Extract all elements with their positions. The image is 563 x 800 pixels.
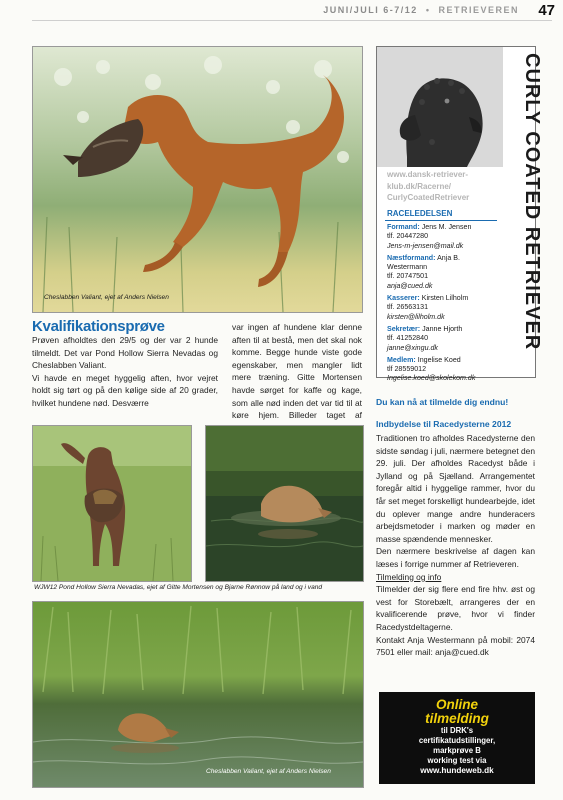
article-column-1 [32, 334, 218, 410]
racedyst-para-1: Traditionen tro afholdes Racedysterne den sidste søndag i juli, nærmere betegnet den 29. juli. Der afholdes Racedyst både i Jylland og på Sjælland. Arrangementet foregår altid i hyggelige rammer, hvor du får set meget forskelligt hundearbejde, idet du oplever mange andre hunderacers arbejdsmetoder i marken og møder en masse spændende mennesker. [376, 433, 535, 544]
photo-illustration-swimming [33, 602, 363, 787]
member-role: Kasserer: [387, 294, 420, 303]
member-role: Næstformand: [387, 253, 436, 262]
banner-tilmelding: tilmelding [425, 711, 489, 726]
middle-photos-caption: WJW12 Pond Hollow Sierra Nevadas, ejet af Gitte Mortensen og Bjarne Rønnow på land og i vand [34, 584, 323, 591]
banner-line-3: til DRK's [440, 726, 474, 735]
member-name: Jens M. Jensen [421, 223, 472, 231]
board-member-formand [387, 223, 499, 251]
board-member-medlem [387, 356, 499, 384]
breed-name-text [521, 53, 543, 350]
breed-name-part-1: CURLY COATED RETRIEVER [521, 53, 543, 351]
photo-illustration-land [33, 426, 191, 581]
photo-dog-retrieving-bird [32, 46, 363, 313]
breed-url-line-3: CurlyCoatedRetriever [387, 193, 470, 202]
member-phone: tlf. 26563131 [387, 303, 429, 312]
racedyst-text [376, 432, 535, 659]
issue-label: JUNI/JULI 6-7/12 [323, 5, 418, 15]
member-role: Medlem: [387, 355, 416, 364]
breed-url[interactable] [387, 169, 469, 204]
photo-dog-in-water [205, 425, 364, 582]
raceledelsen-heading: RACELEDELSEN [387, 209, 453, 218]
raceledelsen-divider [385, 220, 497, 221]
racedyst-para-3: Tilmelder der sig flere end fire hhv. øst og vest for Storebælt, arrangeres der en kvalificerende prøve, hvor vi finder Racedystdeltagerne. [376, 584, 535, 632]
banner-line-6: working test via [427, 756, 487, 765]
page-number: 47 [538, 2, 555, 19]
member-role-line [387, 356, 499, 365]
racedyst-contact: Kontakt Anja Westermann på mobil: 2074 7501 eller mail: anja@cued.dk [376, 634, 535, 658]
member-phone: tlf. 20747501 [387, 272, 429, 281]
board-member-sekretaer [387, 325, 499, 353]
member-name: Kirsten Lilholm [421, 294, 469, 303]
member-email[interactable]: Jens-m-jensen@mail.dk [387, 241, 464, 250]
header-divider [32, 20, 552, 21]
breed-url-line-2: klub.dk/Racerne/ [387, 181, 452, 191]
article-col1-para2: Vi havde en meget hyggelig aften, hvor vejret holdt sig tørt og på den kølige side af 20 grader, hvilket hundene nød. Desværre [32, 372, 218, 408]
member-email[interactable]: Ingelise.koed@skolekom.dk [387, 374, 476, 383]
member-email[interactable]: kirsten@lilholm.dk [387, 312, 445, 321]
board-list [387, 223, 499, 387]
member-name: Janne Hjorth [422, 324, 463, 333]
banner-hundeweb-link[interactable]: www.hundeweb.dk [420, 766, 494, 775]
dog-portrait-image [377, 47, 503, 167]
article-column-2 [232, 321, 362, 434]
member-phone: tlf 28559012 [387, 365, 427, 374]
racedyst-para-2: Den nærmere beskrivelse af dagen kan læses i forrige nummer af Retrieveren. [376, 546, 535, 569]
member-phone: tlf. 41252840 [387, 334, 429, 343]
racedyst-heading: Indbydelse til Racedysterne 2012 [376, 419, 512, 429]
member-phone: tlf. 20447280 [387, 232, 429, 241]
magazine-name: RETRIEVEREN [438, 5, 519, 15]
banner-online: Online [435, 697, 478, 712]
header-separator: • [421, 5, 435, 15]
page-header [0, 0, 563, 22]
online-signup-banner[interactable] [379, 692, 535, 784]
photo-illustration-water [206, 426, 363, 581]
signup-invite: Du kan nå at tilmelde dig endnu! [376, 397, 509, 407]
banner-line-5: markprøve B [433, 746, 481, 755]
running-header [323, 5, 519, 15]
banner-line-4: certifikatudstillinger, [418, 736, 496, 745]
member-name: Anja B. Westermann [387, 253, 460, 272]
article-col1-para1: Prøven afholdtes den 29/5 og der var 2 hunde tilmeldt. Det var Pond Hollow Sierra Nevadas og Cheslabben Valiant. [32, 335, 218, 371]
member-email[interactable]: janne@xingu.dk [387, 343, 438, 352]
member-role-line [387, 223, 499, 232]
member-email[interactable]: anja@cued.dk [387, 281, 433, 290]
breed-url-line-1: www.dansk-retriever- [387, 170, 469, 179]
member-role-line [387, 294, 499, 303]
member-name: Ingelise Koed [417, 355, 461, 364]
signup-info-link[interactable]: Tilmelding og info [376, 571, 442, 582]
member-role: Sekretær: [387, 324, 421, 333]
breed-sidebar [376, 46, 543, 383]
bottom-photo-caption: Cheslabben Valiant, ejet af Anders Nielsen [206, 768, 331, 775]
photo-dog-on-land [32, 425, 192, 582]
member-role-line [387, 325, 499, 334]
board-member-kasserer [387, 294, 499, 322]
member-role-line [387, 254, 499, 273]
top-photo-caption: Cheslabben Valiant, ejet af Anders Nielsen [44, 294, 169, 301]
article-col2-para: var ingen af hundene klar denne aften til at bestå, men det skal nok komme. Begge hunde viste gode egenskaber, men mangler lidt mere træning. Gitte Mortensen havde sørget for kaffe og kage, som alle nød inden det var tid til at køre hjem. Billeder taget af [232, 322, 362, 421]
breed-name-vertical [503, 49, 543, 351]
board-member-naestformand [387, 254, 499, 291]
member-role: Formand: [387, 223, 420, 231]
article-title: Kvalifikationsprøve [32, 318, 165, 335]
photo-dog-swimming [32, 601, 364, 788]
photo-illustration-top [33, 47, 362, 312]
